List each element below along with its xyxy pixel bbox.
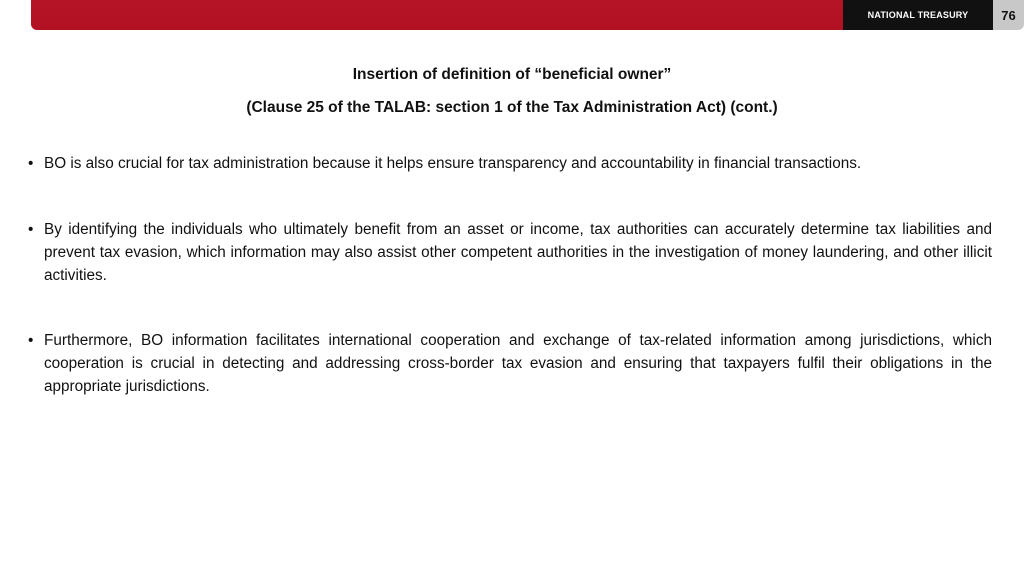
header-bar bbox=[31, 0, 1016, 30]
bullet-item: • BO is also crucial for tax administration because it helps ensure transparency and accountability in financial transactions. bbox=[28, 152, 992, 175]
slide-title: Insertion of definition of “beneficial owner” bbox=[352, 66, 672, 83]
brand-label: NATIONAL TREASURY bbox=[843, 0, 993, 30]
bullet-item: • Furthermore, BO information facilitates international cooperation and exchange of tax-related information among jurisdictions, which cooperation is crucial in detecting and addressing cross-border tax evasion and ensuring that taxpayers fulfil their obligations in the appropriate jurisdictions. bbox=[28, 329, 992, 398]
bullet-item: • By identifying the individuals who ultimately benefit from an asset or income, tax authorities can accurately determine tax liabilities and prevent tax evasion, which information may also assist other competent authorities in the investigation of money laundering, and other illicit activities. bbox=[28, 218, 992, 287]
slide-subtitle: (Clause 25 of the TALAB: section 1 of the Tax Administration Act) (cont.) bbox=[246, 99, 778, 116]
page-number: 76 bbox=[993, 0, 1024, 30]
